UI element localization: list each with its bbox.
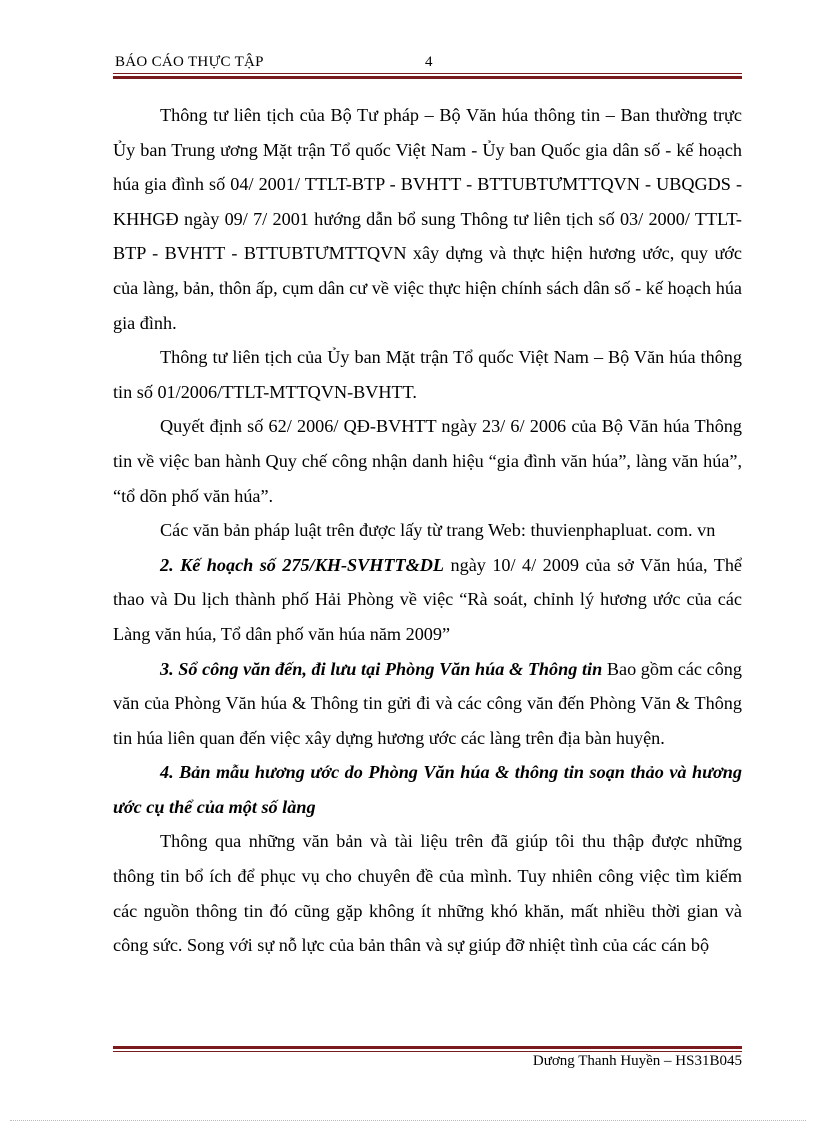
paragraph-plan-275 [113,548,742,652]
paragraph-circular-2001: Thông tư liên tịch của Bộ Tư pháp – Bộ Văn húa thông tin – Ban thường trực Ủy ban Trung ương Mặt trận Tổ quốc Việt Nam - Ủy ban Quốc gia dân số - kế hoạch húa gia đình số 04/ 2001/ TTLT-BTP - BVHTT - BTTUBTƯMTTQVN - UBQGDS - KHHGĐ ngày 09/ 7/ 2001 hướng dẫn bổ sung Thông tư liên tịch số 03/ 2000/ TTLT-BTP - BVHTT - BTTUBTƯMTTQVN xây dựng và thực hiện hương ước, quy ước của làng, bản, thôn ấp, cụm dân cư về việc thực hiện chính sách dân số - kế hoạch húa gia đình. [113,105,742,333]
dispatch-book-text: Bao gồm các công văn của Phòng Văn húa & Thông tin gửi đi và các công văn đến Phòng Văn & Thông tin húa liên quan đến việc xây dựng hương ước các làng trên địa bàn huyện. [113,658,742,748]
page-header [113,52,742,78]
plan-275-heading: 2. Kế hoạch số 275/KH-SVHTT&DL [160,554,445,575]
header-rule-thick [113,76,742,79]
paragraph-conclusion: Thông qua những văn bản và tài liệu trên đã giúp tôi thu thập được những thông tin bổ ích để phục vụ cho chuyên đề của mình. Tuy nhiên công việc tìm kiếm các nguồn thông tin đó cũng gặp không ít những khó khăn, mất nhiều thời gian và công sức. Song với sự nỗ lực của bản thân và sự giúp đỡ nhiệt tình của các cán bộ [113,831,742,956]
paragraph-source-website: Các văn bản pháp luật trên được lấy từ trang Web: thuvienphapluat. com. vn [160,520,716,541]
page-number: 4 [425,54,433,70]
paragraph-circular-2006: Thông tư liên tịch của Ủy ban Mặt trận Tổ quốc Việt Nam – Bộ Văn húa thông tin số 01/2006/TTLT-MTTQVN-BVHTT. [113,347,742,402]
document-body [113,98,742,963]
paragraph-dispatch-book [113,652,742,756]
plan-275-text: ngày 10/ 4/ 2009 của sở Văn húa, Thể thao và Du lịch thành phố Hải Phòng về việc “Rà soát, chỉnh lý hương ước của các Làng văn húa, Tổ dân phố văn húa năm 2009” [113,554,742,644]
heading-village-covenant-template: 4. Bản mẫu hương ước do Phòng Văn húa & thông tin soạn thảo và hương ước cụ thể của một số làng [113,762,742,817]
footer-rule-thin [113,1051,742,1052]
header-title: BÁO CÁO THỰC TẬP [115,54,264,70]
page-bottom-edge [10,1120,806,1121]
paragraph-decision-62: Quyết định số 62/ 2006/ QĐ-BVHTT ngày 23/ 6/ 2006 của Bộ Văn húa Thông tin về việc ban hành Quy chế công nhận danh hiệu “gia đình văn húa”, làng văn húa”, “tổ dõn phố văn húa”. [113,416,742,506]
dispatch-book-heading: 3. Sổ công văn đến, đi lưu tại Phòng Văn húa & Thông tin [160,658,603,679]
footer-rule-thick [113,1046,742,1049]
page-footer-author: Dương Thanh Huyền – HS31B045 [532,1053,742,1069]
header-rule-thin [113,73,742,74]
